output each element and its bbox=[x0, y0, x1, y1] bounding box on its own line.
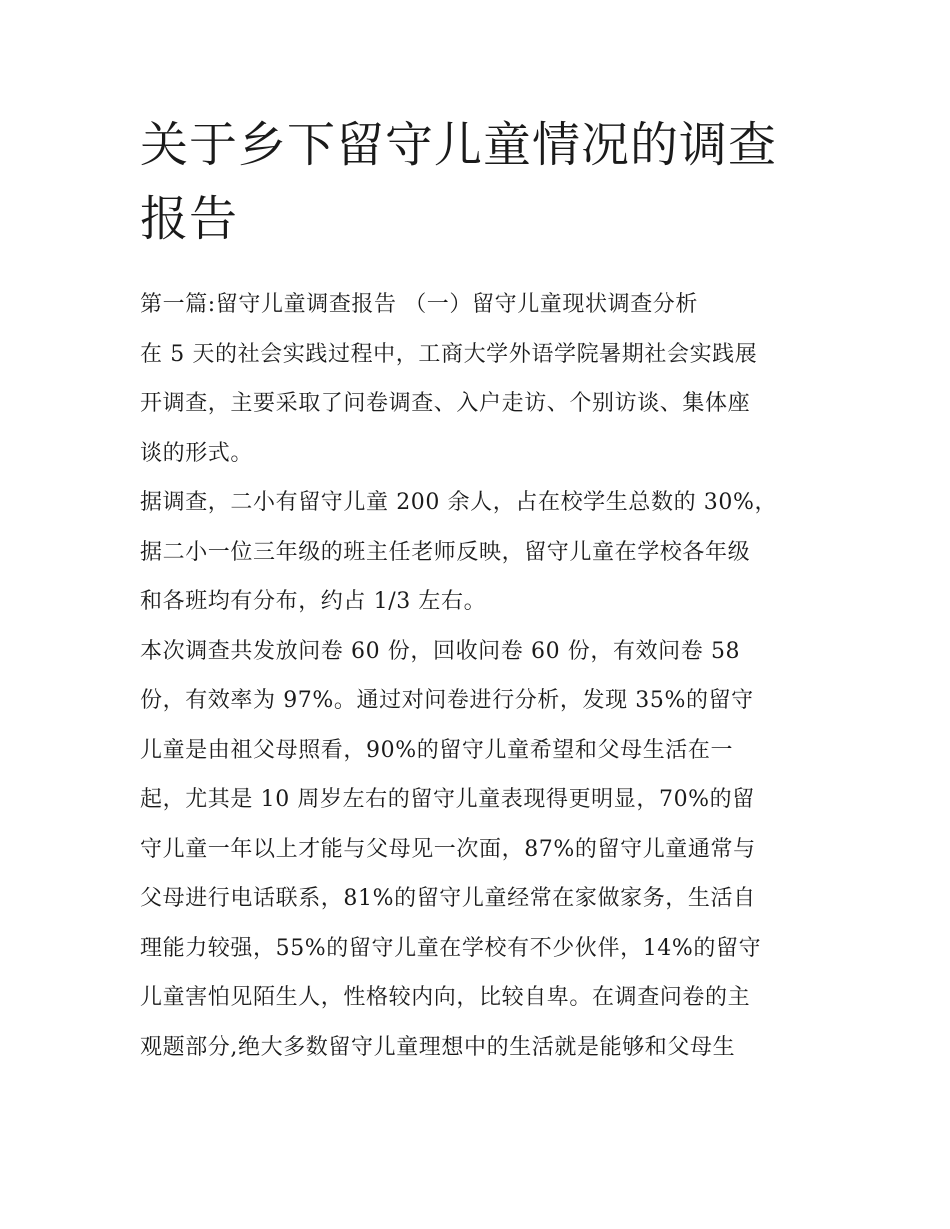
paragraph-line: 儿童是由祖父母照看，90%的留守儿童希望和父母生活在一 bbox=[140, 737, 734, 763]
paragraph-line: 份，有效率为 97%。通过对问卷进行分析，发现 35%的留守 bbox=[140, 688, 754, 713]
paragraph-line: 父母进行电话联系，81%的留守儿童经常在家做家务，生活自 bbox=[140, 886, 756, 911]
section-heading: 第一篇:留守儿童调查报告 （一）留守儿童现状调查分析 bbox=[140, 292, 699, 317]
paragraph-line: 守儿童一年以上才能与父母见一次面，87%的留守儿童通常与 bbox=[140, 836, 756, 862]
paragraph-line: 儿童害怕见陌生人，性格较内向，比较自卑。在调查问卷的主 bbox=[140, 985, 751, 1010]
paragraph-line: 和各班均有分布，约占 1/3 左右。 bbox=[140, 589, 487, 614]
paragraph-line: 据二小一位三年级的班主任老师反映，留守儿童在学校各年级 bbox=[140, 539, 751, 565]
title-line: 关于乡下留守儿童情况的调查 bbox=[140, 117, 778, 173]
paragraph-line: 开调查，主要采取了问卷调查、入户走访、个别访谈、集体座 bbox=[140, 391, 751, 416]
title-line: 报告 bbox=[140, 191, 239, 247]
paragraph-line: 理能力较强，55%的留守儿童在学校有不少伙伴，14%的留守 bbox=[140, 935, 762, 961]
document-body bbox=[140, 280, 840, 1072]
paragraph-line: 本次调查共发放问卷 60 份，回收问卷 60 份，有效问卷 58 bbox=[140, 638, 741, 664]
paragraph-line: 在 5 天的社会实践过程中，工商大学外语学院暑期社会实践展 bbox=[140, 341, 758, 367]
paragraph-line: 观题部分,绝大多数留守儿童理想中的生活就是能够和父母生 bbox=[140, 1034, 736, 1060]
page-title bbox=[140, 108, 820, 256]
paragraph-line: 谈的形式。 bbox=[140, 440, 254, 466]
paragraph-line: 起，尤其是 10 周岁左右的留守儿童表现得更明显，70%的留 bbox=[140, 787, 755, 812]
paragraph-line: 据调查，二小有留守儿童 200 余人，占在校学生总数的 30%， bbox=[140, 490, 778, 515]
